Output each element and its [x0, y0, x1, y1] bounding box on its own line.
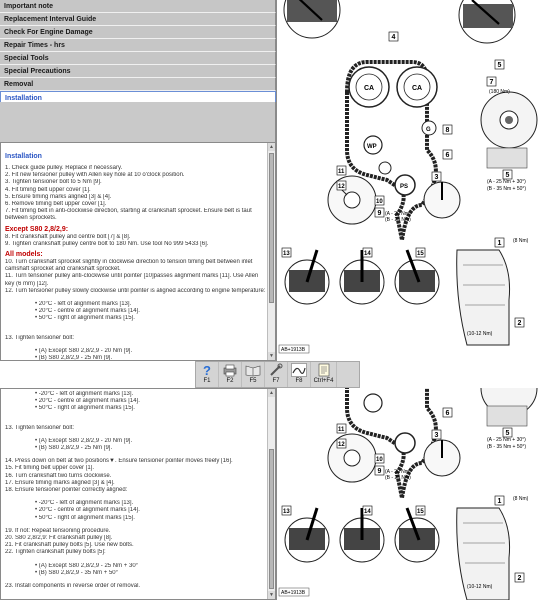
diagram-label-180nm: (180 Nm) — [489, 89, 510, 95]
step-line: 10. Turn crankshaft sprocket slightly in clockwise direction to tension timing belt between inlet — [5, 259, 253, 266]
nav-item-special-tools[interactable]: Special Tools — [0, 52, 276, 65]
diagram-label-11: 11 — [338, 169, 345, 175]
diagram-label-ca: CA — [412, 85, 423, 92]
all-models-heading: All models: — [5, 251, 43, 259]
help-button[interactable]: ? F1 — [196, 362, 219, 387]
scroll-up-arrow-icon[interactable]: ▲ — [269, 390, 274, 396]
nav-item-repair-times[interactable]: Repair Times - hrs — [0, 39, 276, 52]
book-icon — [245, 363, 261, 377]
step-line: 2. Fit new tensioner pulley with Allen key hole at 10 o'clock position. — [5, 172, 185, 179]
diagram-label-8nm: (8 Nm) — [513, 238, 529, 244]
diagram-label-13: 13 — [283, 509, 290, 515]
function-toolbar — [195, 361, 360, 388]
instruction-content — [5, 147, 265, 361]
diagram-label-11: 11 — [338, 427, 345, 433]
diagram-label-2: 2 — [517, 320, 522, 327]
instruction-pane-bottom[interactable] — [0, 388, 276, 600]
section-nav-menu — [0, 0, 276, 102]
nav-item-replacement-interval[interactable]: Replacement Interval Guide — [0, 13, 276, 26]
scroll-down-arrow-icon[interactable]: ▼ — [269, 353, 274, 359]
diagram-label-wp: WP — [367, 144, 377, 150]
diagram-label-10-12nm: (10-12 Nm) — [467, 584, 493, 590]
step-line: 18. Ensure tensioner pointer correctly aligned: — [5, 487, 128, 494]
step-line: 6. Remove timing belt upper cover [1]. — [5, 201, 107, 208]
step-line: 3. Tighten tensioner bolt to 5 Nm [9]. — [5, 179, 102, 186]
temp-line: • 50°C - right of alignment marks [15]. — [35, 514, 135, 521]
step-line: 8. Fit crankshaft pulley and centre bolt [7] & [8]. — [5, 233, 131, 240]
step-line: 22. Tighten crankshaft pulley bolts [5]: — [5, 549, 106, 556]
diagram-label-b-torque: (B - 35 Nm + 50°) — [487, 444, 527, 450]
step-line: 9. Tighten crankshaft pulley centre bolt to 180 Nm. Use tool No 999 5433 [6]. — [5, 240, 209, 247]
svg-text:?: ? — [203, 363, 211, 377]
step-line: camshaft sprocket and crankshaft sprocket. — [5, 266, 121, 273]
instruction-content — [5, 391, 265, 590]
torque-line: • (A) Except S80 2,8/2,9 - 20 Nm [9]. — [35, 347, 133, 354]
diagram-label-b25: (B - 25 Nm) — [385, 217, 411, 223]
step-line: 14. Press down on belt at two positions▼. Ensure tensioner pointer moves freely [16]. — [5, 458, 233, 465]
diagram-label-13: 13 — [283, 251, 290, 257]
diagram-label-2: 2 — [517, 575, 522, 582]
diagram-reference-code: AB+1913B — [281, 347, 306, 353]
step-line: 13. Tighten tensioner bolt: — [5, 424, 75, 431]
step-line: 12. Turn tensioner pulley slowly clockwise until pointer is aligned according to engine temperature: — [5, 287, 265, 294]
step-line: 20. S80 2,8/2,9: Fit crankshaft pulley [8]. — [5, 535, 113, 542]
scrollbar[interactable] — [267, 389, 275, 599]
scroll-up-arrow-icon[interactable]: ▲ — [269, 144, 274, 150]
torque-line: • (A) Except S80 2,8/2,9 - 25 Nm + 30° — [35, 562, 139, 569]
step-line: 19. If not: Repeat tensioning procedure. — [5, 527, 111, 534]
temp-line: • 20°C - left of alignment marks [13]. — [35, 301, 132, 308]
diagram-label-b25: (B - 25 Nm) — [385, 475, 411, 481]
step-line: 5. Ensure timing marks aligned [3] & [4]. — [5, 193, 112, 200]
diagram-label-1: 1 — [497, 240, 502, 247]
diagram-label-14: 14 — [364, 251, 371, 257]
step-line: 13. Tighten tensioner bolt: — [5, 334, 75, 341]
close-document-button[interactable]: Ctrl+F4 — [311, 362, 337, 387]
timing-belt-illustration — [277, 0, 555, 361]
tool-icon — [268, 363, 284, 377]
diagram-label-a20: (A - 20 Nm) — [385, 211, 411, 217]
diagram-label-5: 5 — [505, 430, 510, 437]
step-line: 23. Install components in reverse order of removal. — [5, 583, 141, 590]
diagram-label-ca: CA — [364, 85, 375, 92]
wave-icon — [291, 363, 307, 377]
step-line: 11. Turn tensioner pulley anti-clockwise until pointer [10]passes alignment marks [11]. Use Allen — [5, 273, 259, 280]
diagram-label-8: 8 — [445, 127, 450, 134]
diagram-label-a-torque: (A - 25 Nm + 30°) — [487, 437, 526, 443]
diagram-label-6: 6 — [445, 152, 450, 159]
except-heading: Except S80 2,8/2,9: — [5, 225, 69, 233]
nav-background — [0, 102, 276, 142]
nav-item-installation[interactable]: Installation — [0, 91, 276, 104]
instruction-pane-top[interactable] — [0, 142, 276, 361]
torque-line: • (B) S80 2,8/2,9 - 25 Nm [9]. — [35, 445, 113, 452]
timing-belt-diagram — [276, 0, 555, 361]
temp-line: • 50°C - right of alignment marks [15]. — [35, 315, 135, 322]
step-line: 4. Fit timing belt upper cover [1]. — [5, 186, 91, 193]
diagram-label-5: 5 — [497, 62, 502, 69]
curve-button[interactable]: F8 — [288, 362, 311, 387]
temp-line: • 20°C - centre of alignment marks [14]. — [35, 308, 140, 315]
step-line: key (6 mm) [12]. — [5, 280, 49, 287]
print-button[interactable]: F2 — [219, 362, 242, 387]
scroll-down-arrow-icon[interactable]: ▼ — [269, 592, 274, 598]
help-question-icon — [199, 363, 215, 377]
installation-heading: Installation — [5, 153, 42, 160]
diagram-label-7: 7 — [489, 79, 494, 86]
diagram-label-ps: PS — [400, 184, 409, 190]
diagram-label-10: 10 — [376, 457, 383, 463]
diagram-label-b-torque: (B - 35 Nm + 50°) — [487, 186, 527, 192]
scrollbar[interactable] — [267, 143, 275, 360]
nav-item-important-note[interactable]: Important note — [0, 0, 276, 13]
diagram-label-10: 10 — [376, 199, 383, 205]
diagram-label-4: 4 — [391, 34, 396, 41]
timing-belt-illustration — [277, 388, 555, 600]
temp-line: • 50°C - right of alignment marks [15]. — [35, 405, 135, 412]
diagram-reference-code: AB+1913B — [281, 590, 306, 596]
diagram-label-6: 6 — [445, 410, 450, 417]
diagram-label-15: 15 — [417, 251, 424, 257]
diagram-label-9: 9 — [377, 468, 382, 475]
step-line: 17. Ensure timing marks aligned [3] & [4]. — [5, 479, 115, 486]
tool-button[interactable]: F7 — [265, 362, 288, 387]
diagram-label-a-torque: (A - 25 Nm + 30°) — [487, 179, 526, 185]
diagram-label-10-12nm: (10-12 Nm) — [467, 331, 493, 337]
diagram-label-15: 15 — [417, 509, 424, 515]
temp-line: • 20°C - centre of alignment marks [14]. — [35, 398, 140, 405]
diagram-label-g: G — [426, 127, 431, 133]
step-line: 16. Turn crankshaft two turns clockwise. — [5, 472, 112, 479]
torque-line: • (A) Except S80 2,8/2,9 - 20 Nm [9]. — [35, 437, 133, 444]
nav-item-engine-damage[interactable]: Check For Engine Damage — [0, 26, 276, 39]
temp-line: • -20°C - left of alignment marks [13]. — [35, 391, 134, 397]
temp-line: • -20°C - left of alignment marks [13]. — [35, 500, 134, 507]
step-line: 7. Fit timing belt in anti-clockwise direction, starting at crankshaft sprocket. Ensure belt is taut — [5, 208, 252, 215]
nav-item-removal[interactable]: Removal — [0, 78, 276, 91]
torque-line: • (B) S80 2,8/2,9 - 25 Nm [9]. — [35, 355, 113, 361]
diagram-label-9: 9 — [377, 210, 382, 217]
scroll-thumb[interactable] — [269, 449, 274, 589]
step-line: 15. Fit timing belt upper cover [1]. — [5, 465, 95, 472]
timing-belt-diagram-lower — [276, 388, 555, 600]
diagram-label-12: 12 — [338, 184, 345, 190]
diagram-label-14: 14 — [364, 509, 371, 515]
print-icon — [222, 363, 238, 377]
step-line: 21. Fit crankshaft pulley bolts [5]. Use new bolts. — [5, 542, 134, 549]
scroll-thumb[interactable] — [269, 153, 274, 303]
diagram-label-1: 1 — [497, 498, 502, 505]
book-button[interactable]: F5 — [242, 362, 265, 387]
torque-line: • (B) S80 2,8/2,9 - 35 Nm + 50° — [35, 569, 119, 576]
step-line: between sprockets. — [5, 215, 57, 222]
diagram-label-8nm: (8 Nm) — [513, 496, 529, 502]
diagram-label-a20: (A - 20 Nm) — [385, 469, 411, 475]
temp-line: • 20°C - centre of alignment marks [14]. — [35, 507, 140, 514]
nav-item-special-precautions[interactable]: Special Precautions — [0, 65, 276, 78]
diagram-label-3: 3 — [434, 432, 439, 439]
diagram-label-3: 3 — [434, 174, 439, 181]
step-line: 1. Check guide pulley. Replace if necessary. — [5, 165, 123, 171]
diagram-label-12: 12 — [338, 442, 345, 448]
diagram-label-5: 5 — [505, 172, 510, 179]
document-icon — [316, 363, 332, 377]
